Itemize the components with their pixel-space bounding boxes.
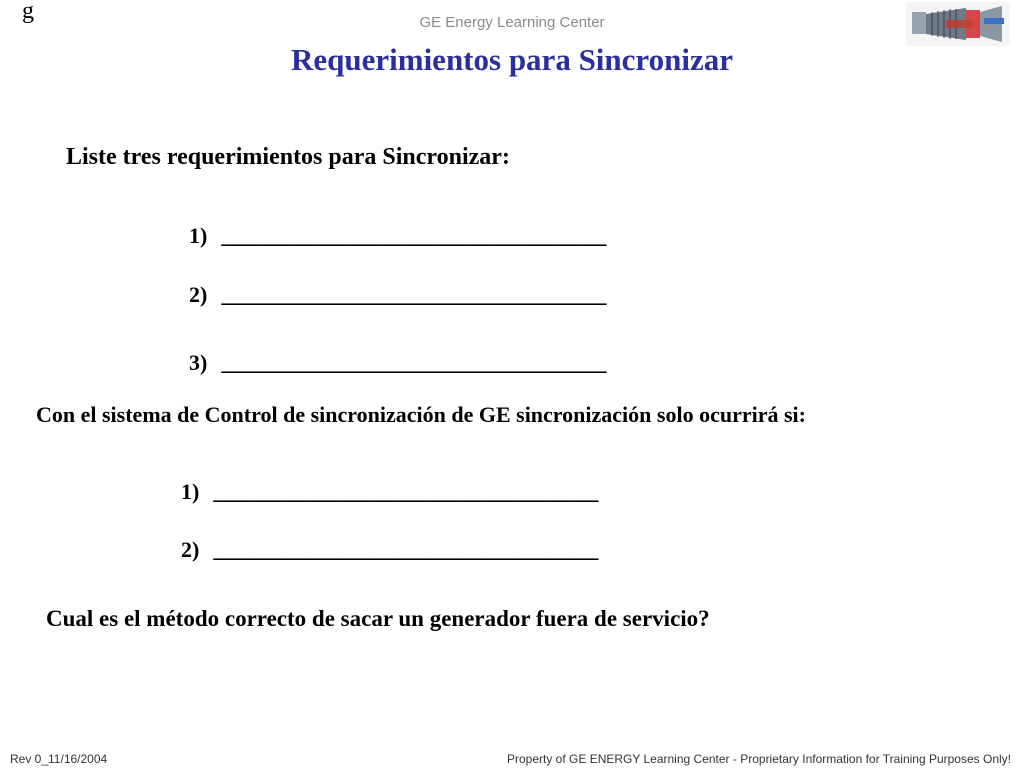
- section2-item-1: [181, 479, 598, 505]
- answer-blank: ___________________________________: [213, 479, 599, 504]
- section1-prompt: Liste tres requerimientos para Sincronizar:: [66, 144, 510, 170]
- section1-item-3: [189, 350, 606, 376]
- answer-blank: ___________________________________: [221, 223, 607, 248]
- item-number: 1): [181, 479, 200, 504]
- section2-item-2: [181, 537, 598, 563]
- item-number: 3): [189, 350, 208, 375]
- section3-prompt: Cual es el método correcto de sacar un generador fuera de servicio?: [46, 606, 710, 631]
- gas-turbine-icon: [906, 2, 1010, 46]
- footer-revision: Rev 0_11/16/2004: [10, 752, 108, 766]
- section1-item-2: [189, 282, 606, 308]
- item-number: 2): [189, 282, 208, 307]
- answer-blank: ___________________________________: [221, 282, 607, 307]
- footer-property: Property of GE ENERGY Learning Center - Proprietary Information for Training Purposes Only!: [507, 752, 1011, 766]
- answer-blank: ___________________________________: [221, 350, 607, 375]
- ge-logo-letter: g: [22, 0, 34, 24]
- section2-prompt: Con el sistema de Control de sincronización de GE sincronización solo ocurrirá si:: [36, 402, 806, 427]
- item-number: 2): [181, 537, 200, 562]
- header-org: GE Energy Learning Center: [419, 14, 605, 31]
- section1-item-1: [189, 223, 606, 249]
- item-number: 1): [189, 223, 208, 248]
- page-title: Requerimientos para Sincronizar: [290, 42, 733, 77]
- answer-blank: ___________________________________: [213, 537, 599, 562]
